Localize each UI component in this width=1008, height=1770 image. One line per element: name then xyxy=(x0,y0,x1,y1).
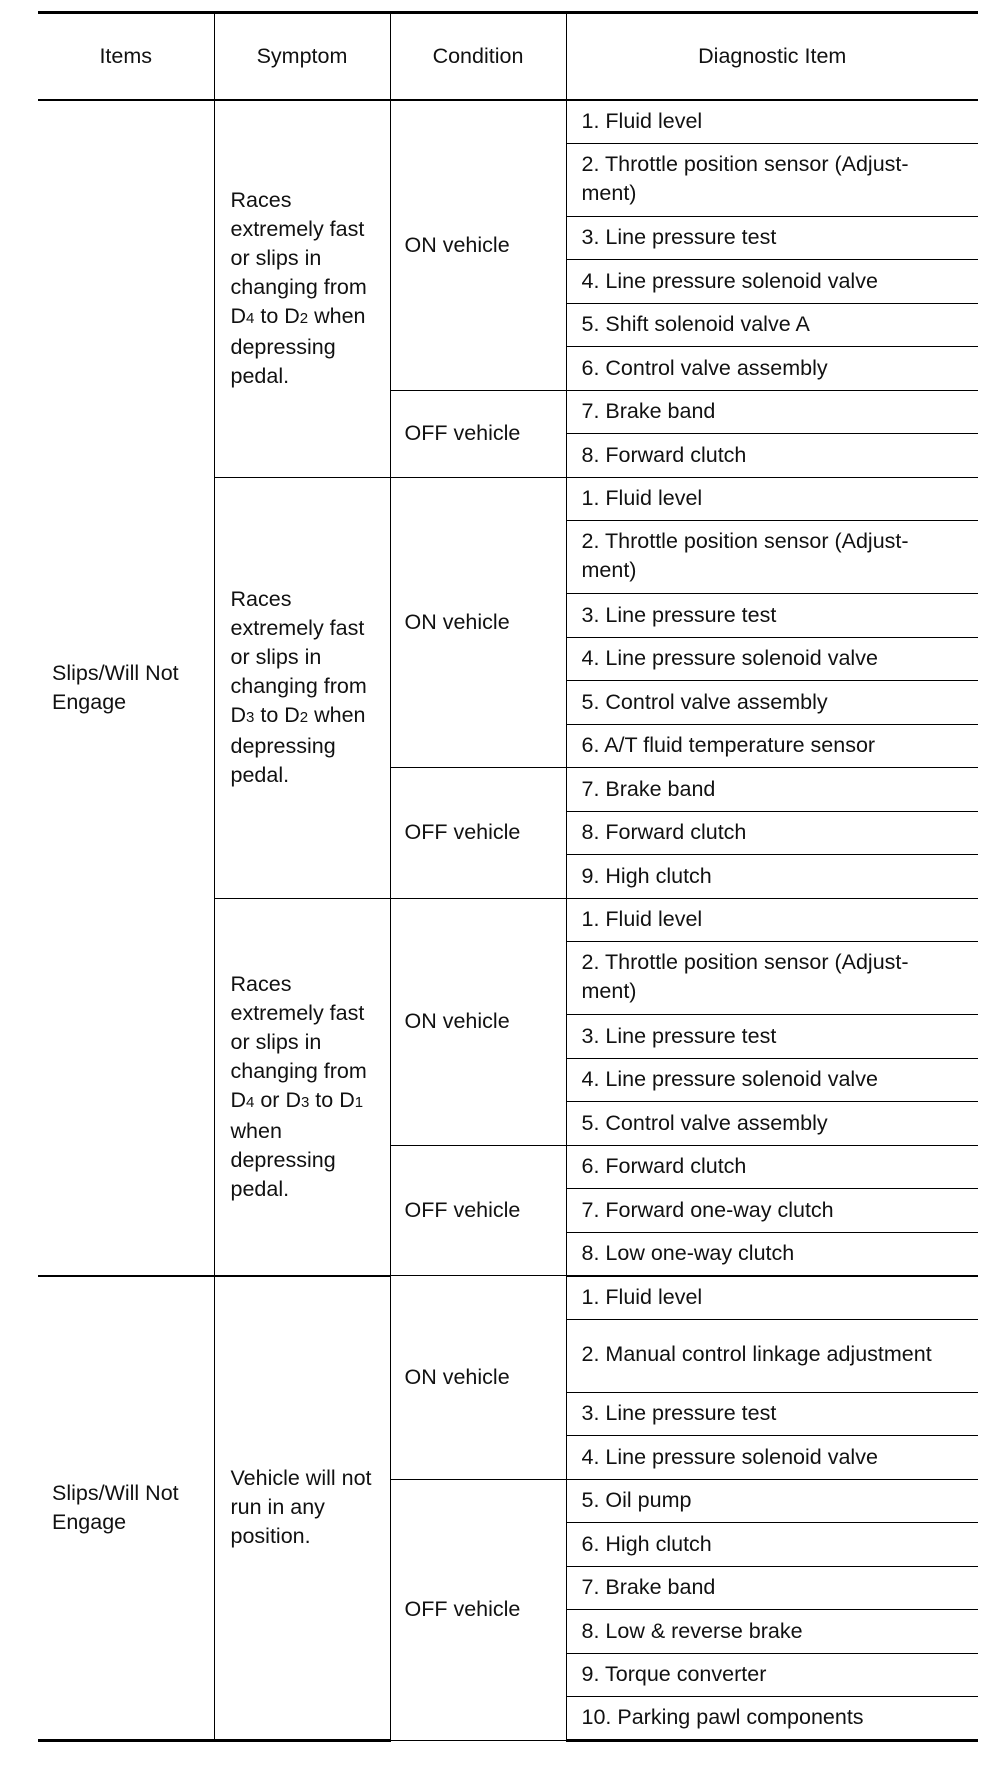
diagnostic-item-cell: 5. Control valve assembly xyxy=(566,681,978,725)
symptom-cell: Races extremely fast or slips in changing from D4 or D3 to D1 when depressing pedal. xyxy=(214,898,390,1276)
condition-cell: OFF vehicle xyxy=(390,1145,566,1276)
condition-cell: ON vehicle xyxy=(390,898,566,1145)
diagnostic-item-cell: 7. Brake band xyxy=(566,1566,978,1610)
diagnostic-item-cell: 3. Line pressure test xyxy=(566,594,978,638)
diagnostic-item-cell: 8. Low one-way clutch xyxy=(566,1232,978,1276)
diagnostic-item-cell: 5. Oil pump xyxy=(566,1479,978,1523)
diagnostic-item-cell: 5. Shift solenoid valve A xyxy=(566,303,978,347)
diagnostic-item-cell: 2. Throttle position sensor (Adjust-ment) xyxy=(566,942,978,1015)
diagnostic-item-cell: 7. Brake band xyxy=(566,768,978,812)
diagnostic-item-cell: 3. Line pressure test xyxy=(566,216,978,260)
diagnostic-item-cell: 2. Throttle position sensor (Adjust-ment) xyxy=(566,521,978,594)
diagnostic-item-cell: 3. Line pressure test xyxy=(566,1015,978,1059)
header-items: Items xyxy=(38,13,214,100)
table-row xyxy=(38,1276,978,1320)
diagnostic-item-cell: 4. Line pressure solenoid valve xyxy=(566,260,978,304)
diagnostic-item-cell: 6. Control valve assembly xyxy=(566,347,978,391)
diagnostic-item-cell: 5. Control valve assembly xyxy=(566,1102,978,1146)
diagnostic-item-cell: 10. Parking pawl components xyxy=(566,1697,978,1741)
diagnostic-item-cell: 8. Low & reverse brake xyxy=(566,1610,978,1654)
diagnostic-item-cell: 1. Fluid level xyxy=(566,100,978,144)
condition-cell: OFF vehicle xyxy=(390,768,566,899)
diagnostic-item-cell: 9. High clutch xyxy=(566,855,978,899)
header-diagnostic-item: Diagnostic Item xyxy=(566,13,978,100)
diagnostic-item-cell: 1. Fluid level xyxy=(566,477,978,521)
diagnostic-item-cell: 7. Forward one-way clutch xyxy=(566,1189,978,1233)
condition-cell: OFF vehicle xyxy=(390,1479,566,1740)
header-row xyxy=(38,13,978,100)
diagnostic-item-cell: 3. Line pressure test xyxy=(566,1392,978,1436)
diagnostic-item-cell: 1. Fluid level xyxy=(566,898,978,942)
symptom-cell: Races extremely fast or slips in changing from D3 to D2 when depressing pedal. xyxy=(214,477,390,898)
symptom-cell: Races extremely fast or slips in changing from D4 to D2 when depressing pedal. xyxy=(214,100,390,478)
diagnostic-item-cell: 8. Forward clutch xyxy=(566,811,978,855)
items-cell: Slips/Will Not Engage xyxy=(38,100,214,1276)
diagnostic-item-cell: 8. Forward clutch xyxy=(566,434,978,478)
diagnostic-item-cell: 7. Brake band xyxy=(566,390,978,434)
diagnostic-item-cell: 4. Line pressure solenoid valve xyxy=(566,637,978,681)
items-cell: Slips/Will Not Engage xyxy=(38,1276,214,1741)
diagnostic-item-cell: 2. Throttle position sensor (Adjust-ment) xyxy=(566,143,978,216)
condition-cell: ON vehicle xyxy=(390,1276,566,1480)
diagnostic-item-cell: 9. Torque converter xyxy=(566,1653,978,1697)
symptom-cell: Vehicle will not run in any position. xyxy=(214,1276,390,1741)
diagnostic-item-cell: 4. Line pressure solenoid valve xyxy=(566,1058,978,1102)
condition-cell: OFF vehicle xyxy=(390,390,566,477)
header-symptom: Symptom xyxy=(214,13,390,100)
diagnostic-item-cell: 6. A/T fluid temperature sensor xyxy=(566,724,978,768)
table-body xyxy=(38,100,978,1741)
table-row xyxy=(38,100,978,144)
diagnostic-item-cell: 6. High clutch xyxy=(566,1523,978,1567)
diagnostic-item-cell: 4. Line pressure solenoid valve xyxy=(566,1436,978,1480)
diagnostic-table xyxy=(38,11,978,1742)
condition-cell: ON vehicle xyxy=(390,100,566,391)
diagnostic-item-cell: 2. Manual control linkage adjustment xyxy=(566,1319,978,1392)
diagnostic-item-cell: 1. Fluid level xyxy=(566,1276,978,1320)
header-condition: Condition xyxy=(390,13,566,100)
condition-cell: ON vehicle xyxy=(390,477,566,768)
diagnostic-item-cell: 6. Forward clutch xyxy=(566,1145,978,1189)
